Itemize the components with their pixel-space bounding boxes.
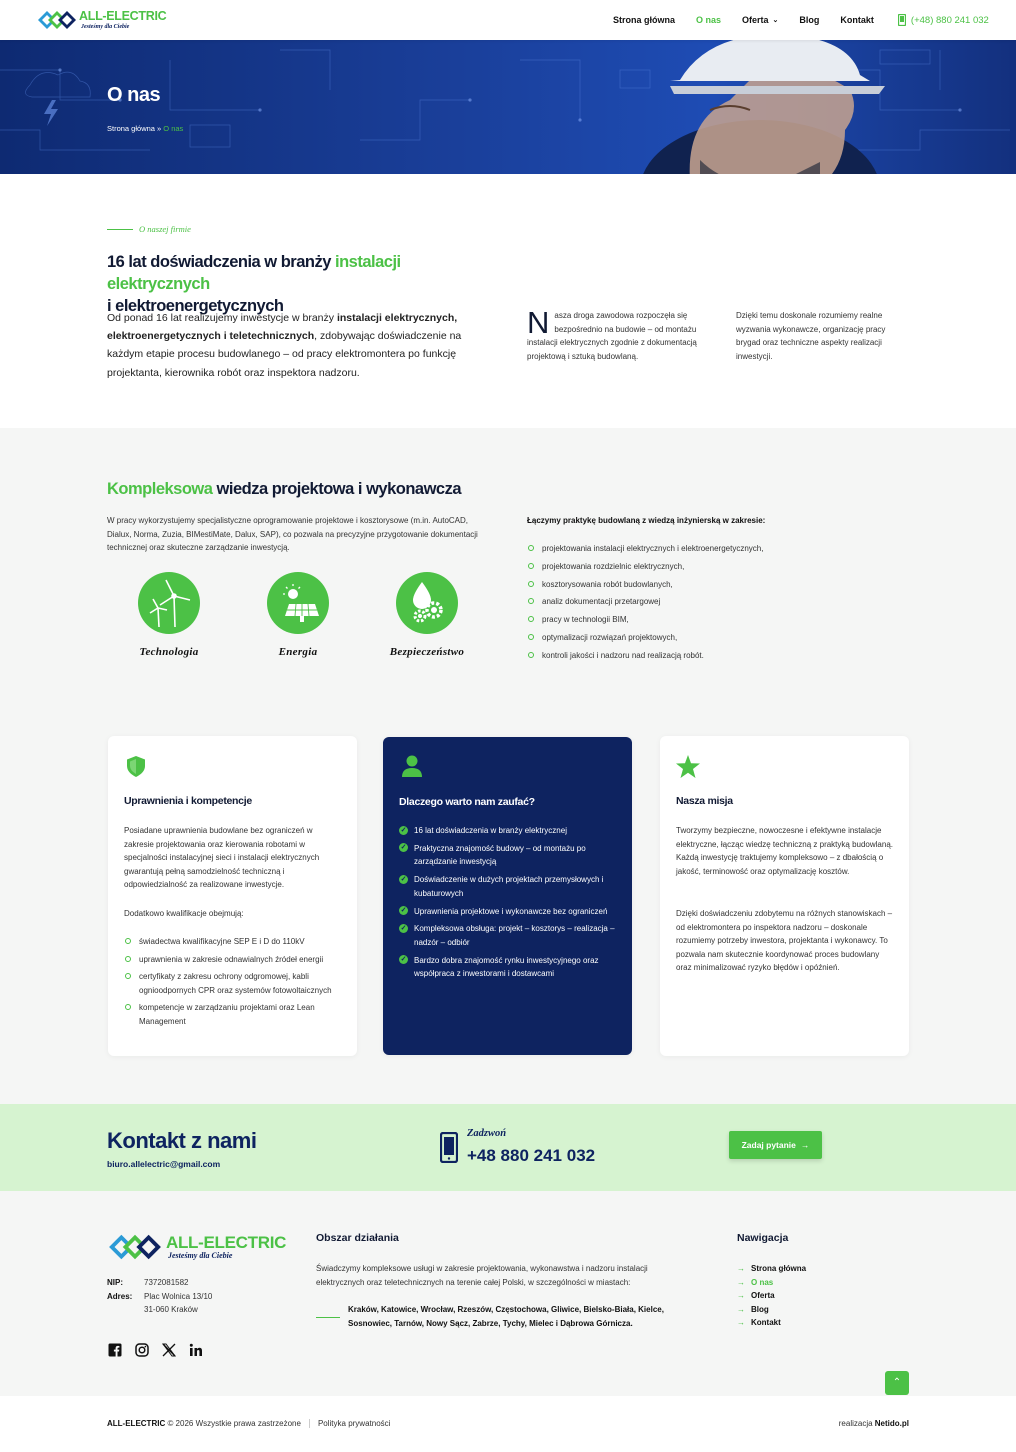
- site-header: [0, 0, 1016, 40]
- solar-panel-icon: [267, 572, 329, 634]
- footer-nav-title: Nawigacja: [737, 1232, 789, 1244]
- feature-energy-label: Energia: [278, 646, 318, 658]
- cities-list: Kraków, Katowice, Wrocław, Rzeszów, Częstochowa, Gliwice, Bielsko-Biała, Kielce, Sosnowiec, Tarnów, Nowy Sącz, Zabrze, Tychy, Mielec i Dąbrowa Górnicza.: [348, 1305, 664, 1328]
- check-icon: ✓: [400, 844, 407, 852]
- credit-label: realizacja: [838, 1419, 875, 1428]
- facebook-icon[interactable]: [108, 1343, 122, 1357]
- card-why-us-title: Dlaczego warto nam zaufać?: [399, 796, 535, 808]
- star-icon: [676, 755, 700, 778]
- card-qualifications-title: Uprawnienia i kompetencje: [124, 795, 252, 807]
- feature-technology: [114, 572, 224, 658]
- about-heading-part1: 16 lat doświadczenia w branży: [107, 253, 335, 271]
- shield-icon: [127, 756, 145, 777]
- list-item: świadectwa kwalifikacyjne SEP E i D do 110kV: [124, 935, 346, 949]
- nav-about[interactable]: O nas: [696, 15, 722, 25]
- breadcrumb-home[interactable]: Strona główna: [107, 124, 155, 133]
- footer-bottom-bar: [0, 1396, 1016, 1452]
- area-title: Obszar działania: [316, 1232, 399, 1244]
- card-qualifications-subtitle: Dodatkowo kwalifikacje obejmują:: [124, 909, 244, 918]
- list-item-text: 16 lat doświadczenia w branży elektrycznej: [414, 826, 567, 835]
- list-item: kompetencje w zarządzaniu projektami oraz Lean Management: [124, 1001, 346, 1028]
- phone-icon: [440, 1132, 458, 1163]
- list-item-text: Doświadczenie w dużych projektach przemysłowych i kubaturowych: [414, 875, 604, 898]
- check-icon: ✓: [400, 875, 407, 883]
- credit-link[interactable]: Netido.pl: [874, 1419, 909, 1428]
- breadcrumb-current: O nas: [163, 124, 184, 133]
- ask-question-button[interactable]: [729, 1131, 822, 1159]
- ask-question-label: Zadaj pytanie: [741, 1140, 796, 1150]
- list-item-text: Bardzo dobra znajomość rynku inwestycyjnego oraz współpraca z inwestorami i dostawcami: [414, 955, 599, 979]
- contact-band: [0, 1104, 1016, 1191]
- about-lead-1: Od ponad 16 lat realizujemy inwestycje w branży: [107, 312, 337, 324]
- about-col2: Dzięki temu doskonale rozumiemy realne wyzwania wykonawcze, organizację pracy brygad oraz techniczne aspekty realizacji inwestycji.: [736, 311, 886, 361]
- list-item-text: Praktyczna znajomość budowy – od montażu po zarządzanie inwestycją: [414, 843, 586, 867]
- call-number[interactable]: +48 880 241 032: [467, 1146, 596, 1165]
- footer-nav: [737, 1262, 806, 1330]
- list-item: uprawnienia w zakresie odnawialnych źródeł energii: [124, 953, 346, 967]
- logo-mark-icon: [107, 1232, 163, 1262]
- list-item: projektowania instalacji elektrycznych i elektroenergetycznych,: [527, 542, 763, 560]
- check-icon: ✓: [400, 826, 407, 834]
- card-mission-title: Nasza misja: [676, 795, 733, 807]
- nav-offer[interactable]: [742, 15, 778, 25]
- list-item-text: Kompleksowa obsługa: projekt – kosztorys – realizacja – nadzór – odbiór: [414, 924, 615, 947]
- list-item: [399, 954, 617, 981]
- chevron-up-icon: ⌃: [892, 1377, 902, 1388]
- divider: [309, 1419, 310, 1428]
- feature-safety: [372, 572, 482, 658]
- footer-nav-blog[interactable]: → Blog: [737, 1303, 806, 1317]
- feature-safety-label: Bezpieczeństwo: [389, 646, 465, 658]
- about-lead-bold: instalacji elektrycznych, elektroenergetycznych i teletechnicznych: [107, 312, 458, 343]
- footer-logo[interactable]: [107, 1232, 286, 1262]
- copyright: [107, 1419, 390, 1428]
- feature-energy: [243, 572, 353, 658]
- logo-mark-icon: [38, 9, 76, 31]
- main-nav: [592, 0, 989, 40]
- knowledge-heading-rest: wiedza projektowa i wykonawcza: [212, 480, 462, 498]
- address-row: [107, 1290, 212, 1304]
- footer-logo-brand: ALL-ELECTRIC: [166, 1233, 287, 1252]
- eyebrow-line: [107, 229, 133, 230]
- list-item: [399, 922, 617, 949]
- card-why-us: [383, 737, 632, 1055]
- hero-banner: [0, 40, 1016, 174]
- call-label: Zadzwoń: [467, 1128, 507, 1139]
- header-phone: (+48) 880 241 032: [910, 14, 989, 26]
- about-col1: [527, 305, 705, 363]
- list-item: optymalizacji rozwiązań projektowych,: [527, 631, 763, 649]
- card-mission-text2: Dzięki doświadczeniu zdobytemu na różnych stanowiskach – od elektromontera po inspektora nadzoru – doskonale rozumiemy potrzeby inwestora, projektanta i wykonawcy. To pozwala nam skutecznie koordynować proces budowlany oraz minimalizować ryzyko błędów i opóźnień.: [676, 909, 893, 973]
- about-col1-text: asza droga zawodowa rozpoczęła się bezpośrednio na budowie – od montażu instalacji elektrycznych zgodnie z dokumentacją projektową i sztuką budowlaną.: [527, 311, 697, 361]
- contact-title: Kontakt z nami: [107, 1128, 257, 1153]
- about-lead: [107, 309, 482, 382]
- eyebrow-text: O naszej firmie: [139, 224, 191, 234]
- card-why-us-list: [399, 824, 617, 985]
- nav-home[interactable]: Strona główna: [613, 15, 676, 25]
- cities-line: [316, 1317, 340, 1318]
- footer-nav-offer[interactable]: → Oferta: [737, 1289, 806, 1303]
- address-label: Adres:: [107, 1291, 133, 1301]
- list-item: [399, 842, 617, 869]
- list-item: pracy w technologii BIM,: [527, 613, 763, 631]
- company-info: [107, 1276, 212, 1317]
- linkedin-icon[interactable]: [189, 1343, 203, 1357]
- copyright-brand: ALL-ELECTRIC: [107, 1419, 166, 1428]
- address-line1: Plac Wolnica 13/10: [144, 1291, 213, 1301]
- address-row-2: [107, 1303, 212, 1317]
- list-item: [399, 905, 617, 919]
- check-icon: ✓: [400, 956, 407, 964]
- footer-nav-about[interactable]: → O nas: [737, 1276, 806, 1290]
- logo-tagline: Jesteśmy dla Ciebie: [81, 23, 130, 30]
- knowledge-list-title: Łączymy praktykę budowlaną z wiedzą inżynierską w zakresie:: [527, 516, 766, 525]
- circuit-background: [0, 40, 1016, 174]
- card-mission-text1: Tworzymy bezpieczne, nowoczesne i efektywne instalacje elektryczne, łącząc wiedzę techniczną z praktyką budowlaną. Każdą inwestycję traktujemy kompleksowo – z dbałością o jakość, terminowość oraz optymalizację kosztów.: [676, 826, 893, 876]
- about-heading-highlight: instalacji elektrycznych: [107, 253, 401, 293]
- card-qualifications: [108, 736, 357, 1056]
- card-qualifications-list: [124, 935, 346, 1033]
- copyright-text: © 2026 Wszystkie prawa zastrzeżone: [165, 1419, 301, 1428]
- card-qualifications-text: Posiadane uprawnienia budowlane bez ograniczeń w zakresie projektowania oraz kierowania robotami w specjalności instalacyjnej sieci i instalacji elektrycznych gwarantują pełną samodzielność techniczną i odpowiedzialność za realizowane inwestycje.: [124, 826, 320, 890]
- about-eyebrow: [107, 224, 191, 234]
- list-item: [399, 824, 617, 838]
- list-item: certyfikaty z zakresu ochrony odgromowej, kabli ognioodpornych CPR oraz systemów fotowoltaicznych: [124, 970, 346, 997]
- check-icon: ✓: [400, 924, 407, 932]
- knowledge-heading-highlight: Kompleksowa: [107, 480, 213, 498]
- address-line2: 31-060 Kraków: [144, 1305, 198, 1315]
- user-icon: [402, 755, 422, 777]
- list-item: analiz dokumentacji przetargowej: [527, 595, 763, 613]
- nav-offer-label: Oferta: [742, 15, 769, 25]
- list-item: kosztorysowania robót budowlanych,: [527, 578, 763, 596]
- nip-value: 7372081582: [144, 1278, 189, 1287]
- drop-gears-icon: [396, 572, 458, 634]
- breadcrumb-separator: »: [154, 124, 164, 133]
- nip-row: [107, 1276, 212, 1290]
- card-mission: [660, 736, 909, 1056]
- arrow-right-icon: →: [800, 1140, 810, 1150]
- dropcap: N: [527, 305, 550, 340]
- list-item: kontroli jakości i nadzoru nad realizacją robót.: [527, 649, 763, 667]
- about-heading: [107, 251, 507, 317]
- knowledge-list: [527, 542, 763, 667]
- page-title: O nas: [107, 84, 161, 106]
- footer-logo-tagline: Jesteśmy dla Ciebie: [168, 1251, 233, 1260]
- check-icon: ✓: [400, 907, 407, 915]
- nip-label: NIP:: [107, 1278, 123, 1287]
- feature-technology-label: Technologia: [139, 646, 199, 658]
- knowledge-text: W pracy wykorzystujemy specjalistyczne oprogramowanie projektowe i kosztorysowe (m.in. AutoCAD, Dialux, Norma, Zuzia, BIMestiMate, Dalux, SAP), co pozwala na precyzyjne przygotowanie dokumentacji technicznej oraz skuteczne zarządzanie inwestycją.: [107, 516, 478, 553]
- nav-blog[interactable]: Blog: [799, 15, 820, 25]
- logo-brand: ALL-ELECTRIC: [79, 9, 167, 24]
- footer-nav-home[interactable]: → Strona główna: [737, 1262, 806, 1276]
- nav-contact[interactable]: Kontakt: [840, 15, 874, 25]
- phone-icon: [898, 14, 906, 26]
- list-item: [399, 873, 617, 900]
- breadcrumb: [107, 124, 183, 133]
- scroll-to-top-button[interactable]: [885, 1371, 909, 1395]
- list-item-text: Uprawnienia projektowe i wykonawcze bez ograniczeń: [414, 906, 608, 916]
- privacy-link[interactable]: Polityka prywatności: [317, 1419, 391, 1428]
- knowledge-heading: [107, 478, 527, 500]
- credit: [839, 1419, 909, 1428]
- about-lead-2: , zdobywając doświadczenie na każdym etapie procesu budowlanego – od pracy elektromontera po funkcję projektanta, kierownika robót oraz inspektora nadzoru.: [107, 330, 462, 379]
- chevron-down-icon: ⌄: [772, 17, 779, 24]
- wind-turbine-icon: [138, 572, 200, 634]
- header-logo[interactable]: [38, 9, 166, 31]
- footer-nav-contact[interactable]: → Kontakt: [737, 1316, 806, 1330]
- area-text: Świadczymy kompleksowe usługi w zakresie projektowania, wykonawstwa i nadzoru instalacji elektrycznych oraz teletechnicznych na terenie całej Polski, w szczególności w miastach:: [316, 1264, 648, 1287]
- list-item: projektowania rozdzielnic elektrycznych,: [527, 560, 763, 578]
- instagram-icon[interactable]: [135, 1343, 149, 1357]
- x-icon[interactable]: [162, 1343, 176, 1357]
- header-phone-link[interactable]: [898, 14, 989, 26]
- contact-email[interactable]: biuro.allelectric@gmail.com: [107, 1159, 221, 1169]
- about-heading-part2: i elektroenergetycznych: [107, 297, 284, 315]
